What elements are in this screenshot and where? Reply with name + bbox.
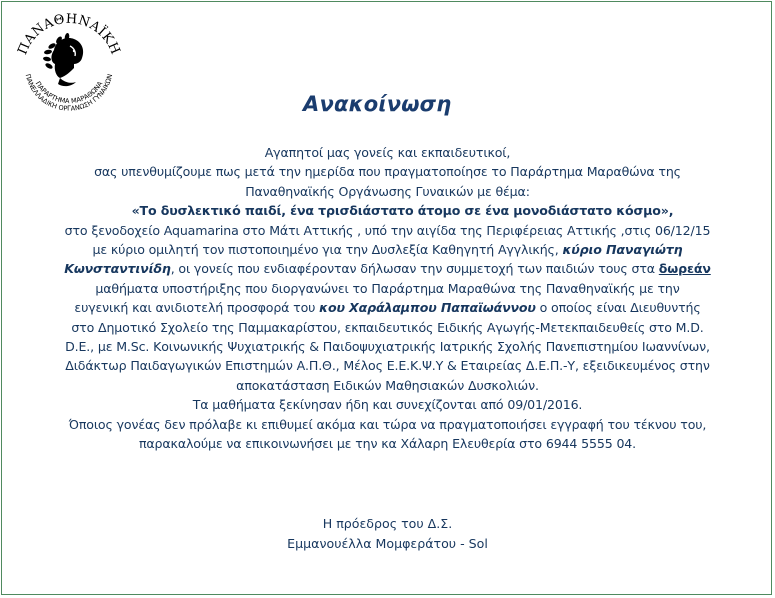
speaker-name-first: κύριο Παναγιώτη xyxy=(562,242,683,258)
body-line-9 xyxy=(4,298,771,317)
signature-role: Η πρόεδρος του Δ.Σ. xyxy=(322,516,453,531)
seminar-topic: «Το δυσλεκτικό παιδί, ένα τρισδιάστατο άτομο σε ένα μονοδιάστατο κόσμο», xyxy=(131,203,674,219)
logo-bottom-text: ΠΑΡΑΡΤΗΜΑ ΜΑΡΑΘΩΝΑ xyxy=(33,79,105,106)
body-line-3: Παναθηναϊκής Οργάνωσης Γυναικών με θέμα: xyxy=(245,183,530,199)
teacher-name: κου Χαράλαμπου Παπαϊωάννου xyxy=(319,300,536,316)
body-line-6 xyxy=(4,240,771,259)
body-line-11: D.E., με M.Sc. Κοινωνικής Ψυχιατρικής & Παιδοψυχιατρικής Ιατρικής Σχολής Πανεπιστημίου Ιωαννίνων, xyxy=(65,339,710,355)
body-line-9-tail: ο οποίος είναι Διευθυντής xyxy=(535,300,701,316)
body-line-6-text: με κύριο ομιλητή τον πιστοποιημένο για την Δυσλεξία Καθηγητή Αγγλικής, xyxy=(92,242,563,258)
body-line-9-text: ευγενική και ανιδιοτελή προσφορά του xyxy=(74,300,320,316)
body-line-7 xyxy=(4,259,771,278)
logo-middle-text: ΠΑΝΕΛΛΑΔΙΚΗ ΟΡΓΑΝΩΣΗ ΓΥΝΑΙΚΩΝ xyxy=(23,73,115,113)
body-line-14: Τα μαθήματα ξεκίνησαν ήδη και συνεχίζονται από 09/01/2016. xyxy=(192,397,583,413)
announcement-title: Ανακοίνωση xyxy=(303,92,452,116)
body-line-15: Όποιος γονέας δεν πρόλαβε κι επιθυμεί ακόμα και τώρα να πραγματοποιήσει εγγραφή του τέκνου του, xyxy=(68,416,707,432)
announcement-body xyxy=(4,143,771,454)
svg-text:ΠΑΝΕΛΛΑΔΙΚΗ ΟΡΓΑΝΩΣΗ ΓΥΝΑΙΚΩΝ xyxy=(24,73,115,113)
greeting-line: Αγαπητοί μας γονείς και εκπαιδευτικοί, xyxy=(264,145,511,160)
body-line-7-text: , οι γονείς που ενδιαφέρονταν δήλωσαν την συμμετοχή των παιδιών τους στα xyxy=(170,261,659,277)
body-line-2: σας υπενθυμίζουμε πως μετά την ημερίδα που πραγματοποίησε το Παράρτημα Μαραθώνα της xyxy=(94,164,681,180)
athena-head-icon xyxy=(43,33,83,87)
body-line-5: στο ξενοδοχείο Aquamarina στο Μάτι Αττικής , υπό την αιγίδα της Περιφέρειας Αττικής ,στις 06/12/15 xyxy=(64,222,711,238)
body-line-12: Διδάκτωρ Παιδαγωγικών Επιστημών Α.Π.Θ., Μέλος Ε.Ε.Κ.Ψ.Υ & Εταιρείας Δ.Ε.Π.-Υ, εξειδικευμένος στην xyxy=(65,358,710,374)
signature-block xyxy=(4,514,771,554)
logo-top-text: ΠΑΝΑΘΗΝΑΪΚΗ xyxy=(15,11,123,58)
body-line-8: μαθήματα υποστήριξης που διοργανώνει το Παράρτημα Μαραθώνα της Παναθηναϊκής με την xyxy=(95,280,680,296)
body-line-13: αποκατάσταση Ειδικών Μαθησιακών Δυσκολιών. xyxy=(236,377,539,393)
body-line-16: παρακαλούμε να επικοινωνήσει με την κα Χάλαρη Ελευθερία στο 6944 5555 04. xyxy=(138,436,637,452)
speaker-name-last: Κωνσταντινίδη xyxy=(64,261,171,277)
free-emphasis: δωρεάν xyxy=(658,261,711,277)
body-line-10: στο Δημοτικό Σχολείο της Παμμακαρίστου, εκπαιδευτικός Ειδικής Αγωγής-Μετεκπαιδευθείς στο Μ.D. xyxy=(71,319,704,335)
signature-name: Εμμανουέλλα Μομφεράτου - Sol xyxy=(287,536,488,551)
panathinaiki-logo xyxy=(4,6,140,148)
